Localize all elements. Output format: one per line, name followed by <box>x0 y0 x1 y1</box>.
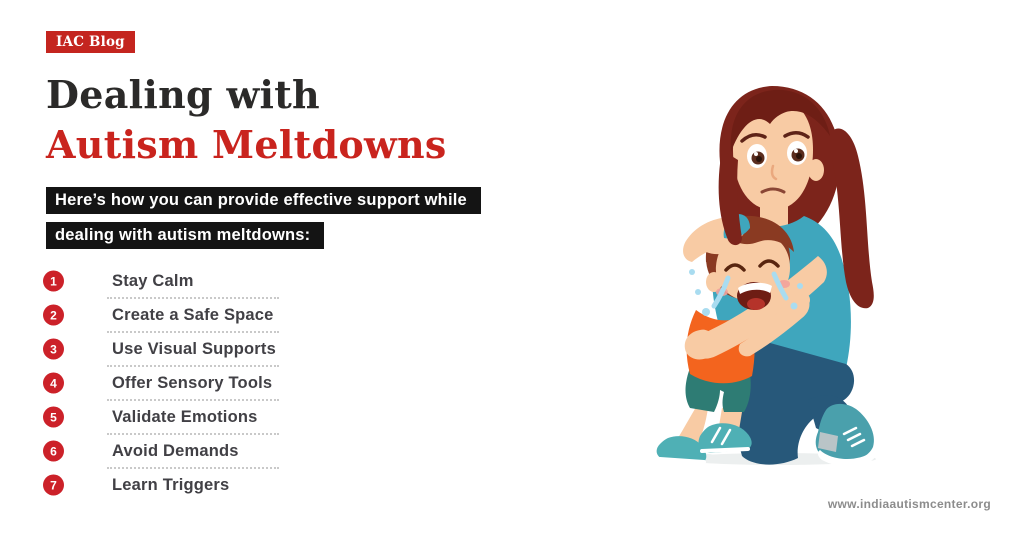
mother-hugging-child-illustration <box>652 84 890 468</box>
intro-banner <box>46 187 481 257</box>
list-item-create-safe-space <box>40 298 340 332</box>
item-number-badge: 1 <box>43 271 64 292</box>
item-number-badge: 3 <box>43 339 64 360</box>
item-number-badge: 4 <box>43 373 64 394</box>
iac-blog-badge: IAC Blog <box>46 31 135 53</box>
list-item-learn-triggers <box>40 468 340 502</box>
item-label: Create a Safe Space <box>112 305 274 324</box>
item-label: Avoid Demands <box>112 441 239 460</box>
list-item-avoid-demands <box>40 434 340 468</box>
title-line-1: Dealing with <box>46 72 320 117</box>
item-number-badge: 2 <box>43 305 64 326</box>
banner-line-2: dealing with autism meltdowns: <box>46 222 324 249</box>
item-number-badge: 5 <box>43 407 64 428</box>
banner-line-1: Here’s how you can provide effective support while <box>46 187 481 214</box>
item-label: Validate Emotions <box>112 407 258 426</box>
item-label: Stay Calm <box>112 271 194 290</box>
item-number-badge: 7 <box>43 475 64 496</box>
item-number-badge: 6 <box>43 441 64 462</box>
item-label: Offer Sensory Tools <box>112 373 273 392</box>
list-item-stay-calm <box>40 264 340 298</box>
support-tips-list <box>40 264 340 502</box>
list-item-offer-sensory-tools <box>40 366 340 400</box>
item-label: Use Visual Supports <box>112 339 276 358</box>
list-item-validate-emotions <box>40 400 340 434</box>
item-label: Learn Triggers <box>112 475 230 494</box>
website-url: www.indiaautismcenter.org <box>827 497 991 511</box>
title-line-2: Autism Meltdowns <box>46 122 447 167</box>
page-title <box>46 70 447 170</box>
list-item-use-visual-supports <box>40 332 340 366</box>
